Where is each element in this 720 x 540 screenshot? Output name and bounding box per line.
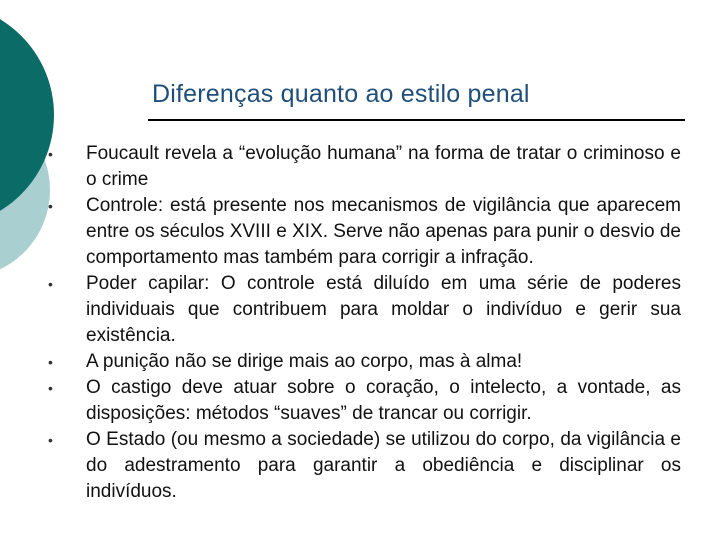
bullet-item: [48, 349, 688, 375]
bullet-item: [48, 193, 688, 271]
bullet-text: Foucault revela a “evolução humana” na forma de tratar o criminoso e o crime: [86, 143, 681, 190]
bullet-text: O castigo deve atuar sobre o coração, o intelecto, a vontade, as disposições: métodos “suaves” de trancar ou corrigir.: [86, 377, 681, 424]
bullet-text: Poder capilar: O controle está diluído em uma série de poderes individuais que contribuem para moldar o indivíduo e gerir sua existência.: [86, 273, 681, 346]
bullet-marker: •: [48, 432, 53, 448]
bullet-text: A punição não se dirige mais ao corpo, mas à alma!: [86, 351, 523, 372]
bullet-marker: •: [48, 198, 53, 214]
bullet-item: [48, 271, 688, 349]
slide-title: Diferenças quanto ao estilo penal: [152, 80, 530, 108]
bullet-text: Controle: está presente nos mecanismos de vigilância que aparecem entre os séculos XVIII e XIX. Serve não apenas para punir o desvio de comportamento mas também para corrigir a infração.: [86, 195, 681, 268]
bullet-marker: •: [48, 276, 53, 292]
bullet-item: [48, 141, 688, 193]
bullet-marker: •: [48, 354, 53, 370]
bullet-marker: •: [48, 146, 53, 162]
bullet-list: [48, 141, 688, 505]
title-underline: [148, 119, 685, 121]
bullet-item: [48, 375, 688, 427]
bullet-text: O Estado (ou mesmo a sociedade) se utilizou do corpo, da vigilância e do adestramento para garantir a obediência e disciplinar os indivíduos.: [86, 429, 681, 502]
bullet-item: [48, 427, 688, 505]
bullet-marker: •: [48, 380, 53, 396]
